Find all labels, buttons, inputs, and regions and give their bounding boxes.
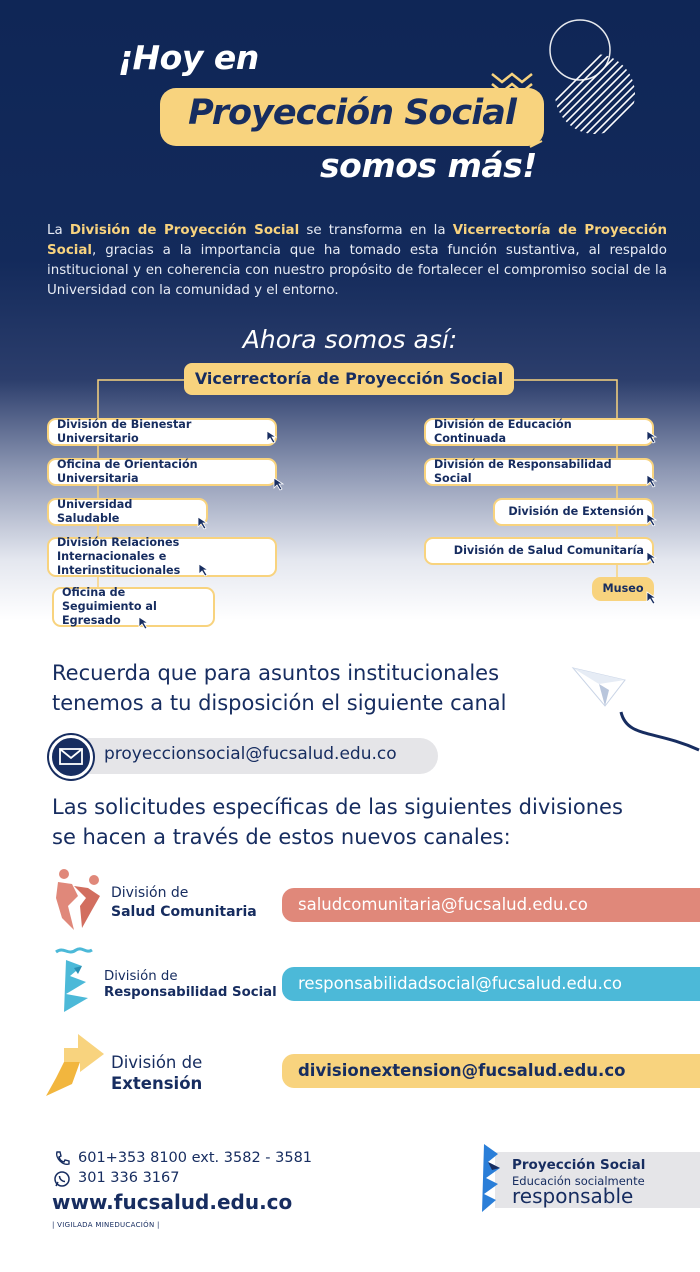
mail-icon xyxy=(52,738,90,776)
brand-subtitle: Educación socialmente xyxy=(512,1174,645,1188)
org-box-orientacion[interactable] xyxy=(47,458,277,486)
cursor-icon xyxy=(197,563,211,577)
org-box-label: División de Educación Continuada xyxy=(434,418,572,445)
brand-title: Proyección Social xyxy=(512,1157,646,1173)
org-box-universidad-saludable[interactable] xyxy=(47,498,208,526)
division-label-line-1: División de xyxy=(104,969,178,984)
cursor-icon xyxy=(645,474,659,488)
cursor-icon xyxy=(645,513,659,527)
intro-text-3: , gracias a la importancia que ha tomado esta función sustantiva, al respaldo institucional y en coherencia con nuestro propósito de fortalecer el compromiso social de la Universidad con la comunidad y el entorno. xyxy=(47,243,667,298)
cursor-icon xyxy=(645,430,659,444)
org-box-responsabilidad-social[interactable] xyxy=(424,458,654,486)
whatsapp-icon xyxy=(53,1170,71,1188)
intro-paragraph xyxy=(47,221,667,301)
brand-logo-icon xyxy=(478,1142,508,1214)
cursor-icon xyxy=(265,430,279,444)
org-box-bienestar[interactable] xyxy=(47,418,277,446)
footer-phone[interactable]: 601+353 8100 ext. 3582 - 3581 xyxy=(78,1150,313,1166)
division-label-responsabilidad xyxy=(104,969,277,1001)
org-box-label: Universidad Saludable xyxy=(57,498,133,525)
salud-comunitaria-logo-icon xyxy=(52,866,106,934)
extension-email[interactable]: divisionextension@fucsalud.edu.co xyxy=(282,1054,700,1088)
org-box-label: División de Responsabilidad Social xyxy=(434,458,612,485)
intro-highlight-2: Vicerrectoría de Proyección Social xyxy=(47,223,668,258)
org-box-label: División Relaciones Internacionales e Interinstitucionales xyxy=(57,536,181,577)
solicitudes-line-1: Las solicitudes específicas de las siguientes divisiones xyxy=(52,795,623,819)
cursor-icon xyxy=(196,516,210,530)
org-box-seguimiento-egresado[interactable] xyxy=(52,587,215,627)
header-line-3: somos más! xyxy=(320,146,537,185)
org-heading: Ahora somos así: xyxy=(242,325,458,354)
phone-icon xyxy=(53,1150,71,1168)
org-box-label: División de Extensión xyxy=(508,505,644,518)
division-label-line-2: Extensión xyxy=(111,1074,203,1093)
org-box-relaciones-internacionales[interactable] xyxy=(47,537,277,577)
org-top-vicerrectoria: Vicerrectoría de Proyección Social xyxy=(184,363,514,395)
main-email-link[interactable]: proyeccionsocial@fucsalud.edu.co xyxy=(104,744,397,764)
solicitudes-text xyxy=(52,792,652,852)
footer-website-link[interactable]: www.fucsalud.edu.co xyxy=(52,1190,293,1214)
recuerda-line-2: tenemos a tu disposición el siguiente canal xyxy=(52,691,507,715)
division-label-extension xyxy=(111,1052,202,1094)
brand-tagline: responsable xyxy=(512,1184,634,1208)
division-label-line-2: Responsabilidad Social xyxy=(104,985,277,1000)
intro-text-2: se transforma en la xyxy=(299,223,453,238)
extension-logo-icon xyxy=(42,1032,106,1100)
division-label-line-1: División de xyxy=(111,885,189,901)
org-box-educacion-continuada[interactable] xyxy=(424,418,654,446)
recuerda-line-1: Recuerda que para asuntos institucionales xyxy=(52,661,500,685)
org-box-label: División de Salud Comunitaría xyxy=(453,544,644,557)
cursor-icon xyxy=(272,477,286,491)
division-label-line-1: División de xyxy=(111,1053,203,1072)
cursor-icon xyxy=(645,551,659,565)
org-box-extension[interactable] xyxy=(493,498,654,526)
intro-text-1: La xyxy=(47,223,70,238)
recuerda-text xyxy=(52,658,612,718)
org-box-label: División de Bienestar Universitario xyxy=(57,418,192,445)
org-box-label: Museo xyxy=(602,582,644,595)
header-line-1: ¡Hoy en xyxy=(118,38,259,77)
footer-vigilada: | VIGILADA MINEDUCACIÓN | xyxy=(52,1221,160,1229)
org-box-label: Oficina de Seguimiento al Egresado xyxy=(62,586,157,627)
responsabilidad-social-email[interactable]: responsabilidadsocial@fucsalud.edu.co xyxy=(282,967,700,1001)
responsabilidad-social-logo-icon xyxy=(52,946,100,1016)
solicitudes-line-2: se hacen a través de estos nuevos canales: xyxy=(52,825,511,849)
mail-icon-circle xyxy=(49,735,93,779)
header-line-2: Proyección Social xyxy=(188,93,516,133)
division-label-salud xyxy=(111,884,257,922)
org-box-label: Oficina de Orientación Universitaria xyxy=(57,458,198,485)
division-label-line-2: Salud Comunitaria xyxy=(111,904,257,920)
cursor-icon xyxy=(645,591,659,605)
cursor-icon xyxy=(137,616,151,630)
paper-plane-icon xyxy=(565,660,700,755)
org-box-salud-comunitaria[interactable] xyxy=(424,537,654,565)
footer-whatsapp[interactable]: 301 336 3167 xyxy=(78,1170,180,1186)
intro-highlight-1: División de Proyección Social xyxy=(69,223,300,238)
salud-comunitaria-email[interactable]: saludcomunitaria@fucsalud.edu.co xyxy=(282,888,700,922)
